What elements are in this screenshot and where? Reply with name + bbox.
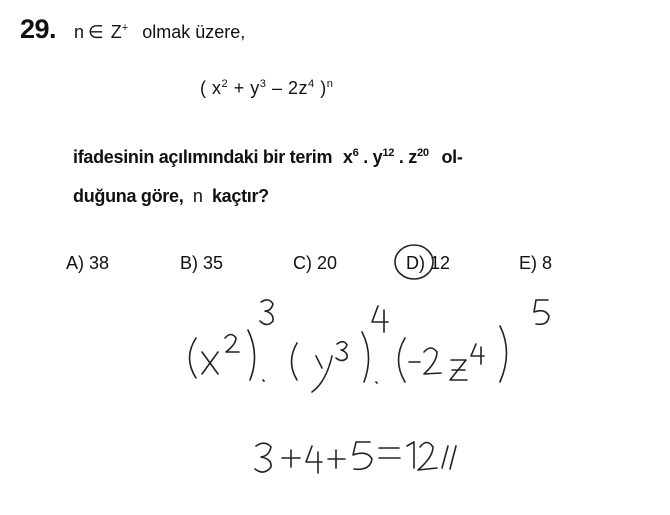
question-text: ifadesinin açılımındaki bir terim — [73, 147, 333, 167]
choice-b[interactable]: B) 35 — [180, 253, 224, 273]
condition-text: olmak üzere, — [142, 22, 246, 42]
question-text-tail: ol- — [441, 147, 463, 167]
condition-var: n — [74, 22, 85, 42]
answer-circle — [395, 245, 433, 279]
choice-c[interactable]: C) 20 — [293, 253, 338, 273]
handwritten-line-1 — [190, 300, 550, 392]
question-number: 29. — [20, 14, 57, 44]
choice-d[interactable]: D) 12 — [406, 253, 451, 273]
element-of-symbol: ∈ — [88, 22, 104, 42]
question-var: n — [192, 186, 203, 206]
choice-e[interactable]: E) 8 — [519, 253, 553, 273]
target-term: $x^6$ . $y^{12}$ . $z^{20}$ — [342, 147, 429, 167]
question-line-2: duğuna göre, n kaçtır? — [73, 186, 269, 206]
polynomial-expression: ( $x^2 + y^3 - 2z^4$ )$^n$ — [200, 78, 334, 98]
handwritten-line-2 — [255, 442, 456, 473]
integer-set: Z+ — [110, 22, 129, 42]
choice-a[interactable]: A) 38 — [66, 253, 110, 273]
